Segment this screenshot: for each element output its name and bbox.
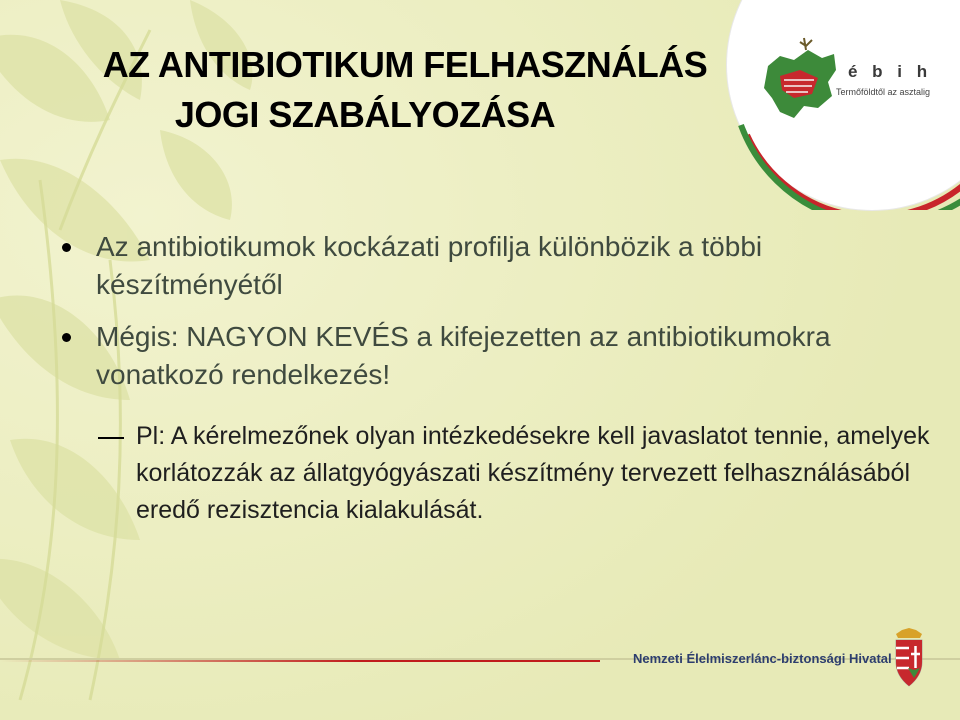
title-line-2: JOGI SZABÁLYOZÁSA <box>174 94 556 135</box>
bullet-text: Az antibiotikumok kockázati profilja különbözik a többi készítményétől <box>96 231 763 300</box>
bullet-item <box>58 318 918 394</box>
dash-icon <box>98 437 124 439</box>
bullet-list <box>58 228 918 408</box>
bullet-item <box>58 228 918 304</box>
coat-of-arms-icon <box>892 628 926 688</box>
footer-agency: Nemzeti Élelmiszerlánc-biztonsági Hivatal <box>633 651 892 666</box>
sub-bullet <box>98 418 956 529</box>
sub-bullet-text: Pl: A kérelmezőnek olyan intézkedésekre kell javaslatot tennie, amelyek korlátozzák az állatgyógyászati készítmény tervezett felhasználásából eredő rezisztencia kialakulását. <box>136 422 930 524</box>
bullet-dot-icon <box>62 243 71 252</box>
title-line-1: AZ ANTIBIOTIKUM FELHASZNÁLÁS <box>102 44 708 85</box>
footer-accent-line <box>0 660 600 662</box>
bullet-text: Mégis: NAGYON KEVÉS a kifejezetten az antibiotikumokra vonatkozó rendelkezés! <box>96 321 831 390</box>
logo-tagline: Termőföldtől az asztalig <box>836 87 931 97</box>
bullet-dot-icon <box>62 333 71 342</box>
logo-name: é b i h <box>848 62 933 81</box>
